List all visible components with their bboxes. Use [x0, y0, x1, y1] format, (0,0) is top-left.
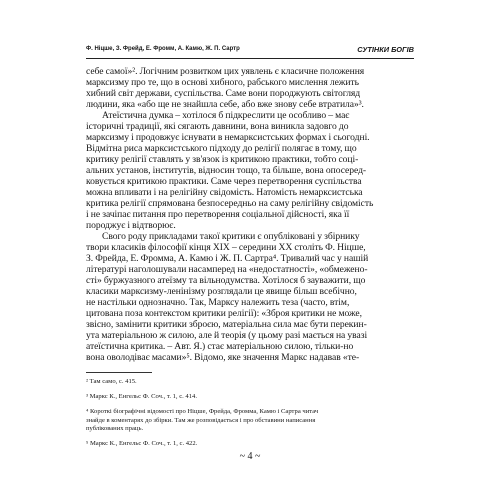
footnote-line: знайде в коментарях до збірки. Там же розповідається і про обставини написання — [86, 416, 316, 424]
text-line: себе самої»². Логічним розвитком цих уявлень є класичне положення — [86, 66, 365, 77]
footnote-line: публікованих праць. — [86, 424, 144, 432]
text-line: критику релігії ставлять у зв'язок із критикою практики, тобто соці- — [86, 154, 359, 165]
text-line: людини, яка «або ще не знайшла себе, або вже знову себе втратила»³. — [86, 99, 364, 110]
footnote-line: ³ Маркс К., Енгельс Ф. Соч., т. 1, с. 414. — [86, 393, 197, 401]
running-head — [86, 46, 414, 57]
text-line: не настільки однозначно. Так, Марксу належить теза (часто, втім, — [86, 297, 350, 308]
text-line: Відмітна риса марксистського підходу до релігії полягає в тому, що — [86, 143, 357, 154]
text-line: марксизму і продовжує існувати в немарксистських формах і сьогодні. — [86, 132, 370, 143]
text-line: вона оволодіває масами»⁵. Відомо, яке значення Маркс надавав «те- — [86, 352, 360, 363]
text-line: і не зачіпає питання про перетворення соціальної дійсності, яка її — [86, 209, 350, 220]
footnote-line: ² Там само, с. 415. — [86, 378, 137, 385]
text-line: альних установ, інститутів, відносин тощо, та більше, вона опосеред- — [86, 165, 367, 176]
body-text — [86, 66, 414, 363]
text-line: критика релігії спрямована безпосередньо на саму релігійну свідомість — [86, 198, 374, 209]
footnote-spacer — [86, 386, 414, 393]
page-number: ~ 4 ~ — [239, 451, 261, 462]
running-head-title: СУТІНКИ БОГІВ — [357, 45, 414, 54]
text-line: ковується критикою практики. Саме через перетворення суспільства — [86, 176, 362, 187]
text-line: породжує і відтворює. — [86, 220, 176, 231]
header-rule — [86, 58, 414, 59]
footnote-rule — [86, 372, 152, 373]
text-line: можна впливати і на релігійну свідомість. Натомість немарксистська — [86, 187, 363, 198]
text-line: марксизму про те, що в основі хибного, рабського мислення лежить — [86, 77, 359, 88]
text-line: звісно, замінити критики зброєю, матеріальна сила має бути перекин- — [86, 319, 367, 330]
footnotes — [86, 378, 414, 448]
text-line: цитована поза контекстом критики релігії): «Зброя критики не може, — [86, 308, 362, 319]
text-line: класики марксизму-ленінізму розглядали це явище більш всебічно, — [86, 286, 357, 297]
text-line: сті» буржуазного атеїзму та вільнодумства. Хотілося б зауважити, що — [86, 275, 366, 286]
running-head-authors: Ф. Ніцше, З. Фрейд, Е. Фромм, А. Камю, Ж. П. Сартр — [86, 46, 240, 52]
footnote-spacer — [86, 433, 414, 440]
text-line: літературі наголошували насамперед на «недостатності», «обмежено- — [86, 264, 368, 275]
text-line: ута матеріальною ж силою, але й теорія (у цьому разі мається на увазі — [86, 330, 368, 341]
text-line: історичні традиції, які сягають давнини, вона виникла задовго до — [86, 121, 349, 132]
footnote-line: ⁴ Короткі біографічні відомості про Ніцше, Фрейда, Фромма, Камю і Сартра читач — [86, 408, 319, 416]
text-line: твори класиків філософії кінця XIX – середини XX століть Ф. Ніцше, — [86, 242, 366, 253]
text-line: атеїстична критика. – Авт. Я.) стає матеріальною силою, тільки-но — [86, 341, 354, 352]
footnote-spacer — [86, 401, 414, 408]
text-line: Свого роду прикладами такої критики є опубліковані у збірнику — [102, 231, 360, 242]
text-line: Атеїстична думка – хотілося б підкреслити це особливо – має — [102, 110, 350, 121]
text-line: хибний світ держави, суспільства. Саме вони породжують світогляд — [86, 88, 361, 99]
text-line: З. Фрейда, Е. Фромма, А. Камю і Ж. П. Сартра⁴. Тривалий час у нашій — [86, 253, 369, 264]
footnote-line: ⁵ Маркс К., Енгельс Ф. Соч., т. 1, с. 422. — [86, 440, 198, 448]
